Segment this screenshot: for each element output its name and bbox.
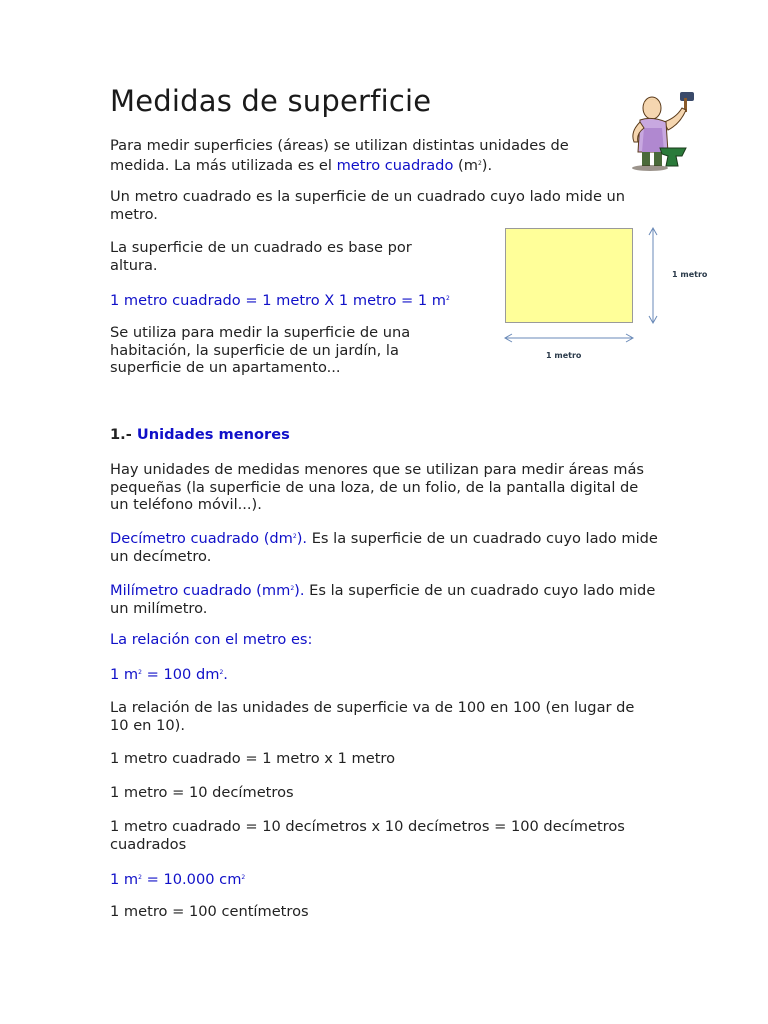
intro-paragraph-2: Un metro cuadrado es la superficie de un cuadrado cuyo lado mide un metro. [110,188,626,223]
milimetro-definition: Milímetro cuadrado $(mm^2)$. Es la superficie de un cuadrado cuyo lado mide un milímetro. [110,582,656,617]
formula-line-3: 1 metro cuadrado = 10 decímetros x 10 decímetros = 100 decímetros cuadrados [110,818,625,853]
dimension-arrows [498,222,728,367]
blacksmith-illustration [620,88,698,172]
milimetro-term: Milímetro cuadrado $(mm^2)$. [110,582,305,599]
formula-line-1: 1 metro cuadrado = 1 metro x 1 metro [110,750,396,767]
page-title: Medidas de superficie [110,84,432,118]
section-number: 1.- [110,426,132,443]
section-intro: Hay unidades de medidas menores que se utilizan para medir áreas más pequeñas (la superficie de una loza, de un folio, de la pantalla digital de un teléfono móvil...). [110,461,645,513]
metro-cuadrado-link[interactable]: metro cuadrado [336,156,454,174]
intro-formula: 1 metro cuadrado = 1 metro X 1 metro = 1 $m^2$ [110,292,450,309]
intro-paragraph-5: Se utiliza para medir la superficie de una habitación, la superficie de un jardín, la superficie de un apartamento... [110,324,411,376]
relation-paragraph: La relación de las unidades de superficie va de 100 en 100 (en lugar de 10 en 10). [110,699,635,734]
section-title: Unidades menores [136,426,290,443]
decimetro-definition: Decímetro cuadrado $(dm^2)$. Es la superficie de un cuadrado cuyo lado mide un decímetro. [110,530,658,565]
equation-dm: 1 $m^2 = 100$ $dm^2$. [110,666,228,683]
intro-paragraph-1: Para medir superficies (áreas) se utilizan distintas unidades de medida. La más utilizada es el metro cuadrado $(m^2)$. [110,137,569,174]
formula-line-2: 1 metro = 10 decímetros [110,784,294,801]
square-meter-diagram [498,222,728,367]
relation-intro: La relación con el metro es: [110,631,313,648]
decimetro-term: Decímetro cuadrado $(dm^2)$. [110,530,308,547]
bottom-length-label: 1 metro [546,351,582,360]
formula-line-4: 1 metro = 100 centímetros [110,903,309,920]
equation-cm: 1 $m^2 = 10.000$ $cm^2$ [110,871,246,888]
side-length-label: 1 metro [672,270,708,279]
section-heading [110,426,290,444]
intro-paragraph-3: La superficie de un cuadrado es base por altura. [110,239,412,274]
